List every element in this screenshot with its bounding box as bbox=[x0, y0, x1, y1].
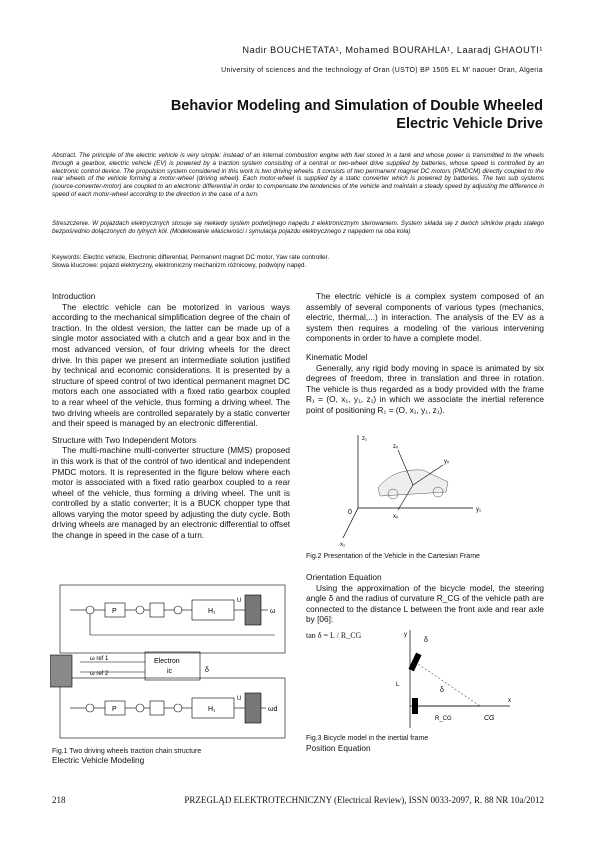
wheel-bottom bbox=[245, 693, 261, 723]
steering-wheel-icon bbox=[50, 655, 72, 687]
block-limiter-bot bbox=[150, 701, 164, 715]
paragraph-introduction: The electric vehicle can be motorized in various ways according to the mechanical simplification degree of the chain of traction. In the oldest version, the latter can be made up of a single motor associated with a clutch and a gear box and in the most advanced version, of four driving wheels for the direct drive. In this paper we present an intermediate solution justified by technical and economic considerations. It is presented by a structure of speed control of two identical permanent magnet DC motors each one associated with a fixed ratio gearbox coupled to a rear wheel of the vehicle, thus forming a driving wheel. The two driving wheels are controlled separately by a static converter and their speed is managed by an electronic differential. bbox=[52, 301, 290, 429]
label-electronic-2: ic bbox=[167, 668, 173, 675]
summer-top-2 bbox=[136, 606, 144, 614]
summer-bot-3 bbox=[174, 704, 182, 712]
axis-z1: z₁ bbox=[362, 436, 368, 442]
block-limiter-top bbox=[150, 603, 164, 617]
electronic-differential-block bbox=[145, 652, 200, 680]
label-rcg: R_CG bbox=[435, 716, 452, 722]
keywords: Keywords: Electric vehicle, Electronic differential, Permanent magnet DC motor, Yaw rate controller. bbox=[52, 254, 330, 261]
section-heading-kinematic: Kinematic Model bbox=[306, 351, 368, 362]
label-omega-ref-2: ω ref 2 bbox=[90, 671, 109, 677]
label-h-top: H₁ bbox=[208, 608, 216, 615]
label-electronic-1: Electron bbox=[154, 658, 180, 665]
figure-2-diagram bbox=[338, 430, 498, 550]
wheel-top bbox=[245, 595, 261, 625]
title-line-2: Electric Vehicle Drive bbox=[396, 116, 543, 132]
summer-top-3 bbox=[174, 606, 182, 614]
abstract: Abstract. The principle of the electric vehicle is very simple: instead of an internal combustion engine with fuel stored in a tank and whose power is transmitted to the wheels through a gearbox, electric vehicle (EV) is powered by a traction system consisting of a central or two-wheel drive supplied by batteries, whose speed is controlled by an electronic control device. The propulsion system considered in this work is two driving wheels. It consists of two permanent magnet DC motors (PMDCM) directly coupled to the rear wheels of the vehicle forming a motor-wheel (driving wheel). Each motor-wheel is supplied by a static converter which is powered by batteries. The two sub systems (source-converter-motor) are coupled to an electronic differential in order to compensate the tendencies of the vehicle and maintain a steady speed by adjusting the difference in speed of each motor-wheel according to the direction in the case of a turn. bbox=[52, 152, 544, 198]
summer-bot-2 bbox=[136, 704, 144, 712]
label-delta-top: δ bbox=[424, 637, 428, 644]
section-heading-position: Position Equation bbox=[306, 743, 371, 753]
axis-x: x bbox=[508, 698, 511, 704]
page-number: 218 bbox=[52, 795, 66, 805]
figure-1-diagram bbox=[50, 580, 292, 742]
label-u-bot: U bbox=[237, 696, 242, 702]
section-heading-ev-modeling: Electric Vehicle Modeling bbox=[52, 755, 145, 765]
affiliation: University of sciences and the technology of Oran (USTO) BP 1505 EL M' naouer Oran, Algeria bbox=[221, 67, 543, 74]
authors: Nadir BOUCHETATA¹, Mohamed BOURAHLA¹, Laaradj GHAOUTI¹ bbox=[242, 45, 543, 55]
paragraph-orientation: Using the approximation of the bicycle model, the steering angle δ and the radius of curvature R_CG of the vehicle path are connected to the distance L between the front axle and rear axle by [06]: bbox=[306, 582, 544, 625]
label-omega-bot: ωd bbox=[268, 706, 278, 713]
label-L: L bbox=[396, 682, 400, 688]
keywords-polish: Słowa kluczowe: pojazd elektryczny, elektroniczny mechanizm różnicowy, podwójny napęd. bbox=[52, 262, 307, 269]
axis-xv: xᵥ bbox=[393, 514, 398, 520]
label-h-bot: H₁ bbox=[208, 706, 216, 713]
paragraph-ev-system: The electric vehicle is a complex system composed of an assembly of several components of various types (mechanics, electric, thermal,...) in interaction. The analysis of the EV as a system then requires a modeling of the various intervening components in order to have a complete model. bbox=[306, 291, 544, 344]
axis-x1: x₁ bbox=[340, 542, 346, 548]
axis-yv: yᵥ bbox=[444, 459, 449, 465]
equation-tan-delta: tan δ = L / R_CG bbox=[306, 631, 362, 640]
right-column bbox=[306, 291, 544, 416]
paper-title bbox=[63, 97, 543, 133]
keywords-block bbox=[52, 254, 544, 270]
label-delta: δ bbox=[205, 667, 209, 674]
label-omega-ref-1: ω ref 1 bbox=[90, 656, 109, 662]
axis-y: y bbox=[404, 632, 407, 638]
label-omega-top: ω bbox=[270, 608, 276, 615]
title-line-1: Behavior Modeling and Simulation of Double Wheeled bbox=[170, 98, 543, 114]
paragraph-kinematic: Generally, any rigid body moving in space is animated by six degrees of freedom, three in translation and three in rotation. The vehicle is thus regarded as a body provided with the frame R₁ = (O, x₁, y₁, z₁) in which we associate the inertial reference point of positioning R₁ = (O, x₁, y₁, z₁). bbox=[306, 362, 544, 415]
axis-zv: zᵥ bbox=[393, 444, 398, 450]
abstract-polish: Streszczenie. W pojazdach elektrycznych stosuje się niekiedy system podwójnego napędu z elektronicznym sterowaniem. System składa się z dwóch silników prądu stałego bezpośrednio dołączonych do tylnych kół. (Modelowanie właściwości i symulacja pojazdu elektrycznego z napędem na oba koła) bbox=[52, 220, 544, 235]
section-heading-introduction: Introduction bbox=[52, 291, 96, 301]
figure-2-caption: Fig.2 Presentation of the Vehicle in the Cartesian Frame bbox=[306, 553, 480, 560]
left-column bbox=[52, 291, 290, 541]
figure-1-caption-block bbox=[52, 748, 201, 765]
paragraph-structure: The multi-machine multi-converter structure (MMS) proposed in this work is that of the control of two identical and independent PMDC motors. It is represented in the figure below where each motor is associated with a fixed ratio gearbox coupled to a rear wheel of the vehicle, thus forming a driving wheel. The unit is controlled by a static converter; it is a BUCK chopper type that allows varying the motor speed by adjusting the duty cycle. Both driving wheels are managed by an electronic differential to offset the change in speed in the case of a turn. bbox=[52, 445, 290, 541]
section-heading-structure: Structure with Two Independent Motors bbox=[52, 434, 197, 445]
label-cg: CG bbox=[484, 715, 495, 722]
label-p-top: P bbox=[112, 608, 117, 615]
origin-label: 0 bbox=[348, 509, 352, 516]
label-p-bot: P bbox=[112, 706, 117, 713]
label-delta-fig3: δ bbox=[440, 687, 444, 694]
figure-1-caption: Fig.1 Two driving wheels traction chain structure bbox=[52, 748, 202, 755]
figure-3-diagram bbox=[380, 628, 520, 736]
label-u-top: U bbox=[237, 598, 242, 604]
summer-bot-1 bbox=[86, 704, 94, 712]
section-heading-orientation: Orientation Equation bbox=[306, 572, 382, 582]
journal-citation: PRZEGLĄD ELEKTROTECHNICZNY (Electrical Review), ISSN 0033-2097, R. 88 NR 10a/2012 bbox=[184, 795, 544, 805]
right-column-lower bbox=[306, 572, 544, 625]
summer-top-1 bbox=[86, 606, 94, 614]
axis-y1: y₁ bbox=[476, 507, 482, 513]
figure-3-caption: Fig.3 Bicycle model in the inertial frame bbox=[306, 735, 429, 742]
